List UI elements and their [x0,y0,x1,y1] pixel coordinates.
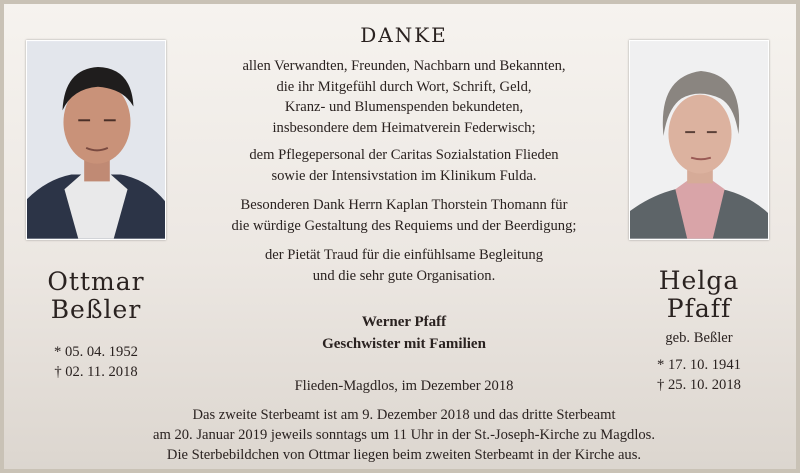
portrait-man-image [27,41,165,239]
thanks-line: und die sehr gute Organisation. [312,267,496,284]
dates-helga [617,355,781,395]
photo-helga [629,40,769,240]
birth-date: * 05. 04. 1952 [54,344,138,360]
maiden-name: geb. Beßler [665,330,733,346]
signature-name: Werner Pfaff [361,314,447,330]
thanks-paragraph-chaplain [194,195,614,236]
death-date: † 25. 10. 2018 [657,377,741,393]
thanks-line: insbesondere dem Heimatverein Federwisch; [272,119,536,136]
thanks-paragraph-relatives [194,56,614,138]
footer-line: am 20. Januar 2019 jeweils sonntags um 11 Uhr in der St.-Joseph-Kirche zu Magdlos. [152,427,656,443]
name-helga [617,267,781,323]
first-name: Ottmar [47,267,145,296]
portrait-woman-image [630,41,768,239]
thanks-line: die ihr Mitgefühl durch Wort, Schrift, Geld, [276,78,532,95]
thanks-paragraph-care-staff [194,145,614,186]
thanks-line: der Pietät Traud für die einfühlsame Begleitung [264,247,544,263]
thanks-line: Kranz- und Blumenspenden bekundeten, [284,99,524,115]
dates-ottmar [16,342,176,382]
death-date: † 02. 11. 2018 [54,364,138,380]
last-name: Beßler [50,295,142,324]
photo-ottmar [26,40,166,240]
last-name: Pfaff [666,294,732,323]
place-date: Flieden-Magdlos, im Dezember 2018 [294,378,514,394]
footer-line: Die Sterbebildchen von Ottmar liegen beim zweiten Sterbeamt in der Kirche aus. [166,447,642,463]
footer-line: Das zweite Sterbeamt ist am 9. Dezember 2018 und das dritte Sterbeamt [192,407,616,423]
signature-block [194,311,614,355]
thanks-line: allen Verwandten, Freunden, Nachbarn und Bekannten, [242,58,566,74]
thanks-line: die würdige Gestaltung des Requiems und der Beerdigung; [231,217,577,234]
birth-date: * 17. 10. 1941 [657,357,741,373]
thanks-line: sowie der Intensivstation im Klinikum Fulda. [271,167,537,184]
thanks-line: dem Pflegepersonal der Caritas Sozialstation Flieden [249,147,559,163]
footer-notice [24,405,784,465]
name-ottmar [16,268,176,324]
heading-danke: DANKE [360,23,448,47]
thanks-paragraph-funeral-home [194,245,614,286]
thanks-line: Besonderen Dank Herrn Kaplan Thorstein Thomann für [240,197,568,213]
signature-family: Geschwister mit Familien [322,336,486,352]
first-name: Helga [658,266,740,295]
